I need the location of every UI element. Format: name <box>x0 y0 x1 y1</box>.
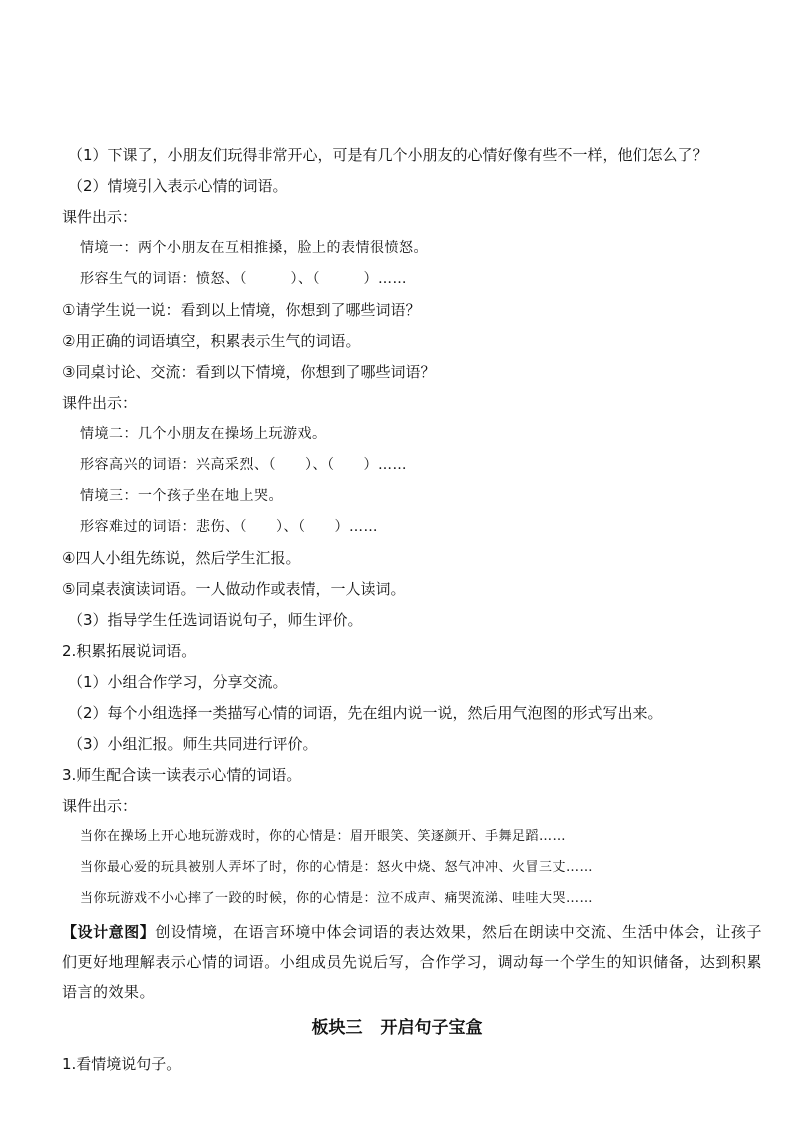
text-line: ⑤同桌表演读词语。一人做动作或表情，一人读词。 <box>62 580 406 598</box>
text-line: 课件出示： <box>62 208 138 226</box>
courseware-line: 当你在操场上开心地玩游戏时，你的心情是：眉开眼笑、笑逐颜开、手舞足蹈…… <box>80 829 567 844</box>
courseware-line: 形容生气的词语：愤怒、（ ）、（ ）…… <box>80 271 407 287</box>
text-line: 3.师生配合读一读表示心情的词语。 <box>62 766 302 784</box>
courseware-line: 当你玩游戏不小心摔了一跤的时候，你的心情是：泣不成声、痛哭流涕、哇哇大哭…… <box>80 891 594 906</box>
text-line: （1）下课了，小朋友们玩得非常开心，可是有几个小朋友的心情好像有些不一样，他们怎么了？ <box>68 146 708 164</box>
section-title: 开启句子宝盒 <box>380 1018 483 1038</box>
text-line: （2）每个小组选择一类描写心情的词语，先在组内说一说，然后用气泡图的形式写出来。 <box>68 704 663 722</box>
courseware-line: 情境三：一个孩子坐在地上哭。 <box>80 488 283 504</box>
design-intent-tag: 【设计意图】 <box>62 923 156 941</box>
courseware-line: 当你最心爱的玩具被别人弄坏了时，你的心情是：怒火中烧、怒气冲冲、火冒三丈…… <box>80 860 594 875</box>
text-line: 课件出示： <box>62 394 138 412</box>
text-line: 2.积累拓展说词语。 <box>62 642 197 660</box>
courseware-line: 情境二：几个小朋友在操场上玩游戏。 <box>80 426 327 442</box>
text-line: （2）情境引入表示心情的词语。 <box>68 177 288 195</box>
courseware-line: 形容高兴的词语：兴高采烈、（ ）、（ ）…… <box>80 457 407 473</box>
text-line: ③同桌讨论、交流：看到以下情境，你想到了哪些词语？ <box>62 363 436 381</box>
text-line: 1.看情境说句子。 <box>62 1055 182 1073</box>
text-line: 课件出示： <box>62 797 138 815</box>
design-intent-text: 创设情境，在语言环境中体会词语的表达效果，然后在朗读中交流、生活中体会，让孩子们更好地理解表示心情的词语。小组成员先说后写，合作学习，调动每一个学生的知识储备，达到积累语言的效果。 <box>62 923 762 1001</box>
text-line: （3）指导学生任选词语说句子，师生评价。 <box>68 611 363 629</box>
section-heading <box>0 1016 794 1040</box>
text-line: （3）小组汇报。师生共同进行评价。 <box>68 735 318 753</box>
text-line: ④四人小组先练说，然后学生汇报。 <box>62 549 301 567</box>
text-line: （1）小组合作学习，分享交流。 <box>68 673 288 691</box>
section-name: 板块三 <box>311 1018 363 1038</box>
text-line: ①请学生说一说：看到以上情境，你想到了哪些词语？ <box>62 301 421 319</box>
courseware-line: 形容难过的词语：悲伤、（ ）、（ ）…… <box>80 519 378 535</box>
design-intent-paragraph <box>62 917 762 1007</box>
courseware-line: 情境一：两个小朋友在互相推搡，脸上的表情很愤怒。 <box>80 240 428 256</box>
text-line: ②用正确的词语填空，积累表示生气的词语。 <box>62 332 361 350</box>
